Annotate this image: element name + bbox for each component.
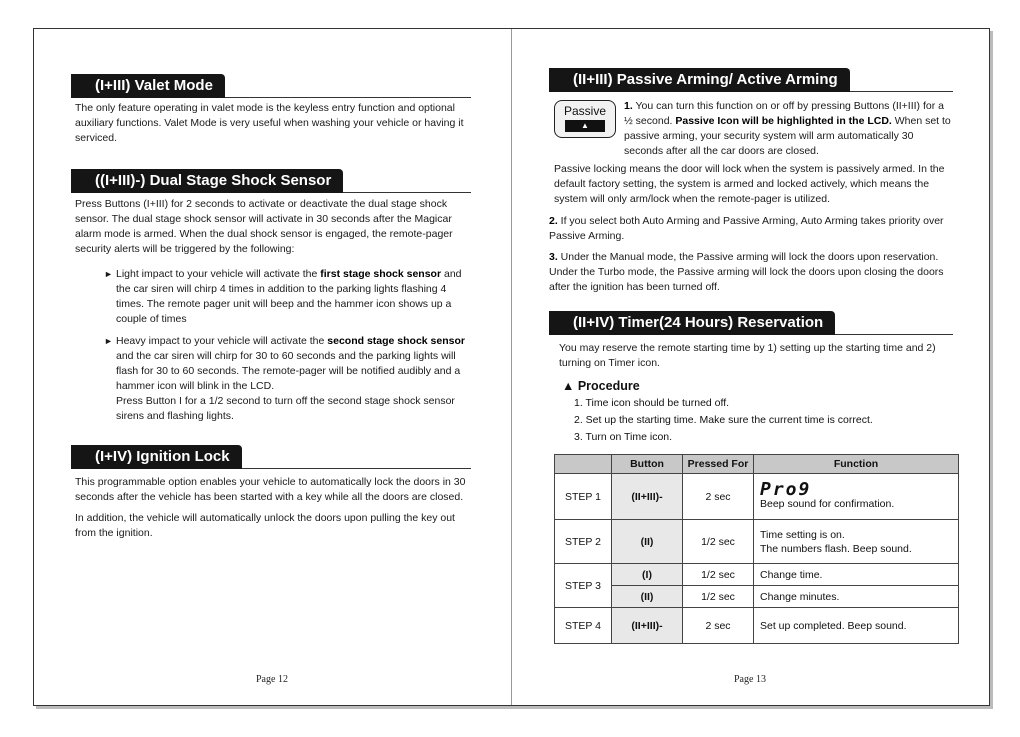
function-cell: Change minutes.: [754, 586, 959, 608]
table-row: [555, 586, 959, 608]
shock-sensor-text: Press Buttons (I+III) for 2 seconds to activate or deactivate the dual stage shock sensor. The dual stage shock sensor will activate in 30 seconds after the Magicar alarm mode is armed. When the dual shock sensor is engaged, the remote-pager security alerts will be triggered by the following:: [75, 198, 453, 255]
passive-arming-heading: [549, 67, 953, 92]
step-cell: STEP 1: [555, 474, 612, 520]
pressed-cell: 1/2 sec: [683, 520, 754, 564]
timer-intro: You may reserve the remote starting time by 1) setting up the starting time and 2) turning on Timer icon.: [559, 342, 936, 369]
table-header-row: [555, 455, 959, 474]
page-number-left: Page 12: [256, 674, 288, 685]
shock-turn-off-instruction: Press Button I for a 1/2 second to turn off the second stage shock sensor sirens and flashing lights.: [116, 395, 455, 422]
button-cell: (I): [612, 564, 683, 586]
manual-spread: [33, 28, 990, 706]
shock-sensor-heading: [71, 168, 471, 193]
passive-icon-label: Passive: [563, 104, 607, 118]
page-number-right: Page 13: [734, 674, 766, 685]
passive-lcd-icon: [554, 100, 616, 138]
button-cell: (II+III)-: [612, 474, 683, 520]
pressed-cell: 2 sec: [683, 474, 754, 520]
valet-mode-heading: [71, 73, 471, 98]
timer-steps-table: [554, 454, 959, 644]
procedure-list: [574, 395, 873, 446]
passive-arrow-icon: ▲: [565, 120, 605, 132]
table-row: [555, 608, 959, 644]
shock-bullet-second-stage: ► Heavy impact to your vehicle will activate the second stage shock sensor and the car siren will chirp for 30 to 60 seconds and the parking lights will flash for 30 to 60 seconds. The remote-pager will be notified audibly and a hammer icon will blink in the LCD. Press Button I for a 1/2 second to turn off the second stage shock sensor sirens and flashing lights.: [116, 334, 474, 424]
shock-sensor-title: ((I+III)-) Dual Stage Shock Sensor: [71, 169, 343, 193]
button-cell: (II): [612, 520, 683, 564]
pressed-cell: 1/2 sec: [683, 564, 754, 586]
table-row: [555, 474, 959, 520]
pressed-cell: 2 sec: [683, 608, 754, 644]
lcd-prog-display: Pro9: [760, 478, 812, 500]
passive-item-1: 1. You can turn this function on or off by pressing Buttons (II+III) for a ½ second. Passive Icon will be highlighted in the LCD. When set to passive arming, your security system will arm automatically 30 seconds after all the car doors are closed.: [624, 100, 951, 157]
passive-arming-title: (II+III) Passive Arming/ Active Arming: [549, 68, 850, 92]
page-spine: [511, 29, 512, 705]
ignition-lock-text: This programmable option enables your vehicle to automatically lock the doors in 30 seconds after the vehicle has been started with a key while all the doors are closed. In addition, the vehicle will automatically unlock the doors upon pulling the key out from the ignition.: [75, 476, 466, 539]
heading-rule: [343, 192, 471, 193]
function-cell: Pro9 Beep sound for confirmation.: [754, 474, 959, 520]
procedure-title: ▲ Procedure: [562, 379, 640, 393]
heading-rule: [242, 468, 471, 469]
shock-bullet-first-stage: ► Light impact to your vehicle will activate the first stage shock sensor and the car siren will chirp 4 times in addition to the parking lights flashing 4 times. The remote pager unit will beep and the hammer icon shows up a couple of times: [104, 268, 462, 325]
procedure-step: 3. Turn on Time icon.: [574, 431, 673, 443]
column-header: Function: [754, 455, 959, 474]
heading-rule: [835, 334, 953, 335]
procedure-step: 2. Set up the starting time. Make sure the current time is correct.: [574, 414, 873, 426]
timer-reservation-title: (II+IV) Timer(24 Hours) Reservation: [549, 311, 835, 335]
table-row: [555, 564, 959, 586]
ignition-lock-title: (I+IV) Ignition Lock: [71, 445, 242, 469]
column-header: Pressed For: [683, 455, 754, 474]
column-header: Button: [612, 455, 683, 474]
bullet-arrow-icon: ►: [104, 269, 113, 279]
table-row: [555, 520, 959, 564]
heading-rule: [225, 97, 471, 98]
procedure-step: 1. Time icon should be turned off.: [574, 397, 730, 409]
valet-mode-text: The only feature operating in valet mode is the keyless entry function and optional auxiliary functions. Valet Mode is very useful when washing your vehicle or having it serviced.: [75, 102, 464, 144]
function-cell: Time setting is on. The numbers flash. Beep sound.: [754, 520, 959, 564]
step-cell: STEP 4: [555, 608, 612, 644]
pressed-cell: 1/2 sec: [683, 586, 754, 608]
timer-reservation-heading: [549, 310, 953, 335]
passive-item-3: 3. Under the Manual mode, the Passive arming will lock the doors upon reservation. Under the Turbo mode, the Passive arming will lock the doors upon closing the doors after the ignition has been turned off.: [549, 251, 944, 293]
button-cell: (II): [612, 586, 683, 608]
step-cell: STEP 2: [555, 520, 612, 564]
passive-item-1-explanation: Passive locking means the door will lock when the system is passively armed. In the default factory setting, the system is armed and locked actively, which means the system will only arm/lock when the remote-pager is utilized.: [554, 163, 945, 205]
valet-mode-title: (I+III) Valet Mode: [71, 74, 225, 98]
step-cell: STEP 3: [555, 564, 612, 608]
function-cell: Change time.: [754, 564, 959, 586]
column-header: [555, 455, 612, 474]
bullet-arrow-icon: ►: [104, 336, 113, 346]
ignition-lock-heading: [71, 444, 471, 469]
function-cell: Set up completed. Beep sound.: [754, 608, 959, 644]
passive-item-2: 2. If you select both Auto Arming and Passive Arming, Auto Arming takes priority over Passive Arming.: [549, 215, 944, 242]
button-cell: (II+III)-: [612, 608, 683, 644]
heading-rule: [850, 91, 953, 92]
